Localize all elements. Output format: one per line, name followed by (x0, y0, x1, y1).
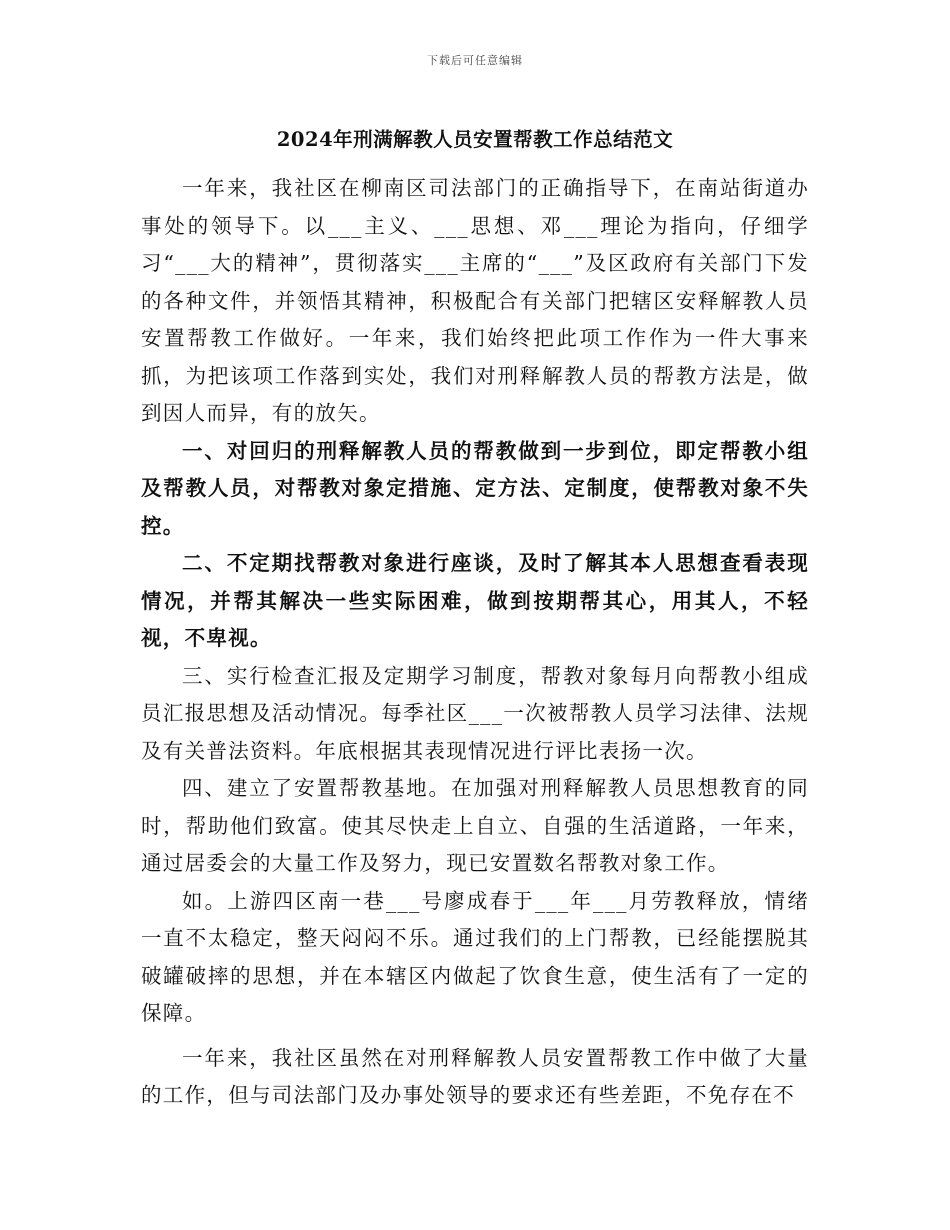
header-note: 下载后可任意编辑 (427, 54, 523, 67)
paragraph-point-two: 二、不定期找帮教对象进行座谈，及时了解其本人思想查看表现情况，并帮其解决一些实际困难，做到按期帮其心，用其人，不轻视，不卑视。 (141, 551, 809, 650)
paragraph-conclusion: 一年来，我社区虽然在对刑释解教人员安置帮教工作中做了大量的工作，但与司法部门及办事处领导的要求还有些差距，不免存在不 (141, 1045, 809, 1107)
paragraph-example: 如。上游四区南一巷___号廖成春于___年___月劳教释放，情绪一直不太稳定，整天闷闷不乐。通过我们的上门帮教，已经能摆脱其破罐破摔的思想，并在本辖区内做起了饮食生意，使生活有了一定的保障。 (141, 888, 809, 1025)
paragraph-point-three: 三、实行检查汇报及定期学习制度，帮教对象每月向帮教小组成员汇报思想及活动情况。每季社区___一次被帮教人员学习法律、法规及有关普法资料。年底根据其表现情况进行评比表扬一次。 (141, 663, 809, 763)
page-title: 2024年刑满解教人员安置帮教工作总结范文 (276, 128, 674, 151)
paragraph-intro: 一年来，我社区在柳南区司法部门的正确指导下，在南站街道办事处的领导下。以___主义、___思想、邓___理论为指向，仔细学习“___大的精神”，贯彻落实___主席的“___”及区政府有关部门下发的各种文件，并领悟其精神，积极配合有关部门把辖区安释解教人员安置帮教工作做好。一年来，我们始终把此项工作作为一件大事来抓，为把该项工作落到实处，我们对刑释解教人员的帮教方法是，做到因人而异，有的放矢。 (141, 176, 809, 425)
document-body (141, 170, 809, 1115)
paragraph-point-one: 一、对回归的刑释解教人员的帮教做到一步到位，即定帮教小组及帮教人员，对帮教对象定措施、定方法、定制度，使帮教对象不失控。 (141, 438, 809, 538)
paragraph-point-four: 四、建立了安置帮教基地。在加强对刑释解教人员思想教育的同时，帮助他们致富。使其尽快走上自立、自强的生活道路，一年来，通过居委会的大量工作及努力，现已安置数名帮教对象工作。 (141, 776, 809, 875)
